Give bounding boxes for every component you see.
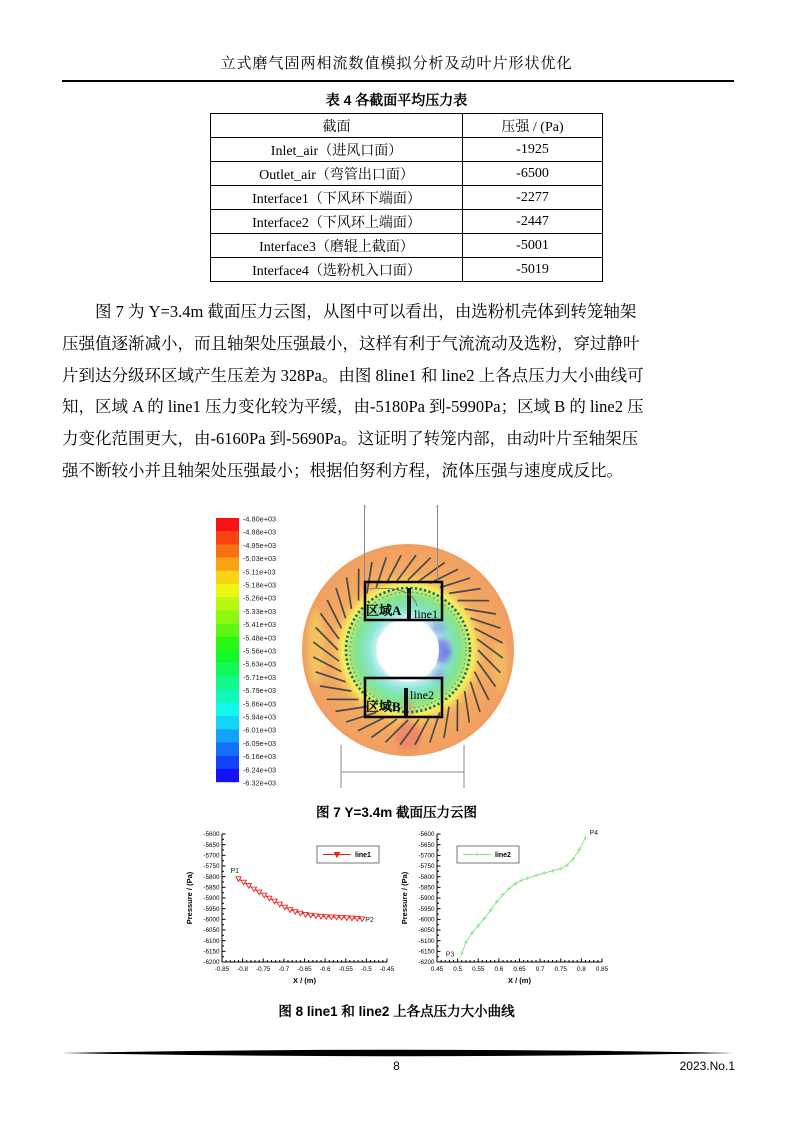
data-marker xyxy=(241,880,246,885)
y-tick-label: -6200 xyxy=(203,959,220,967)
point-label: P2 xyxy=(365,916,374,924)
colorbar-segment xyxy=(216,650,239,663)
y-tick-label: -6050 xyxy=(418,927,435,935)
figure8-charts xyxy=(182,828,612,990)
colorbar-segment xyxy=(216,518,239,531)
colorbar-segment xyxy=(216,624,239,637)
paragraph-line: 压强值逐渐减小，而且轴架处压强最小，这样有利于气流流动及选粉，穿过静叶 xyxy=(62,333,640,353)
colorbar-segment xyxy=(216,610,239,623)
colorbar-value: -5.86e+03 xyxy=(243,699,277,709)
y-tick-label: -5700 xyxy=(203,852,220,860)
footer-rule xyxy=(62,1049,734,1057)
line1-chart xyxy=(182,828,397,990)
colorbar-segment xyxy=(216,690,239,703)
data-marker xyxy=(262,893,267,898)
colorbar-segment xyxy=(216,756,239,769)
colorbar-value: -4.95e+03 xyxy=(243,540,277,550)
colorbar-value: -5.56e+03 xyxy=(243,646,277,656)
table-row xyxy=(211,138,603,162)
x-axis-label: X / (m) xyxy=(508,976,531,985)
paragraph-line: 知，区域 A 的 line1 压力变化较为平缓，由-5180Pa 到-5990Pa；区域 B 的 line2 压 xyxy=(62,397,644,417)
cell-section: Inlet_air（进风口面） xyxy=(211,138,463,162)
paragraph-line: 片到达分级环区域产生压差为 328Pa。由图 8line1 和 line2 上各点压力大小曲线可 xyxy=(62,365,644,385)
line2-chart xyxy=(397,828,612,990)
paragraph-line: 力变化范围更大，由-6160Pa 到-5690Pa。这证明了转笼内部，由动叶片至轴架压 xyxy=(62,429,639,449)
x-tick-label: -0.65 xyxy=(297,966,312,973)
x-tick-label: 0.65 xyxy=(513,966,526,973)
data-marker xyxy=(236,877,241,882)
header-rule xyxy=(62,80,734,82)
data-marker xyxy=(257,890,262,895)
colorbar-segment xyxy=(216,769,239,782)
x-tick-label: -0.7 xyxy=(278,966,290,973)
colorbar-value: -5.33e+03 xyxy=(243,606,277,616)
colorbar-value: -5.71e+03 xyxy=(243,672,277,682)
cell-pressure: -2447 xyxy=(463,210,603,234)
cell-section: Interface2（下风环上端面） xyxy=(211,210,463,234)
y-tick-label: -6000 xyxy=(203,916,220,924)
y-tick-label: -6050 xyxy=(203,927,220,935)
colorbar-segment xyxy=(216,637,239,650)
y-tick-label: -5750 xyxy=(203,863,220,871)
x-tick-label: -0.45 xyxy=(379,966,395,973)
table-row xyxy=(211,210,603,234)
x-tick-label: -0.5 xyxy=(360,966,372,973)
y-tick-label: -5950 xyxy=(203,905,220,913)
y-tick-label: -5700 xyxy=(418,852,435,860)
region-a-label: 区域A xyxy=(366,603,402,618)
figure8-caption: 图 8 line1 和 line2 上各点压力大小曲线 xyxy=(278,1004,515,1019)
paragraph-line: 强不断较小并且轴架处压强最小；根据伯努利方程，流体压强与速度成反比。 xyxy=(62,460,623,480)
line2-label: line2 xyxy=(410,688,434,702)
y-tick-label: -6150 xyxy=(418,948,435,956)
data-marker xyxy=(282,905,287,910)
y-tick-label: -6000 xyxy=(418,916,435,924)
x-tick-label: -0.6 xyxy=(319,966,331,973)
region-b-label: 区域B xyxy=(366,699,401,714)
cell-pressure: -5019 xyxy=(463,258,603,282)
paragraph-line: 图 7 为 Y=3.4m 截面压力云图，从图中可以看出，由选粉机壳体到转笼轴架 xyxy=(95,302,637,321)
y-tick-label: -5600 xyxy=(418,831,435,839)
y-tick-label: -5900 xyxy=(203,895,220,903)
colorbar-value: -5.41e+03 xyxy=(243,620,277,630)
x-tick-label: 0.55 xyxy=(472,966,485,973)
table-row xyxy=(211,234,603,258)
shaft-hole xyxy=(377,619,439,681)
y-tick-label: -6100 xyxy=(418,937,435,945)
colorbar-segment xyxy=(216,584,239,597)
col-header-section: 截面 xyxy=(211,114,463,138)
y-tick-label: -5800 xyxy=(203,873,220,881)
colorbar xyxy=(216,515,276,788)
y-tick-label: -5850 xyxy=(203,884,220,892)
cell-pressure: -6500 xyxy=(463,162,603,186)
y-tick-label: -5650 xyxy=(203,841,220,849)
colorbar-segment xyxy=(216,544,239,557)
x-axis-label: X / (m) xyxy=(293,976,316,985)
table-header-row xyxy=(211,114,603,138)
cell-pressure: -1925 xyxy=(463,138,603,162)
x-tick-label: -0.55 xyxy=(338,966,353,973)
data-marker xyxy=(251,887,256,892)
x-tick-label: 0.45 xyxy=(430,966,444,973)
data-marker xyxy=(246,884,251,889)
x-tick-label: -0.85 xyxy=(214,966,230,973)
data-marker xyxy=(277,902,282,907)
x-tick-label: -0.8 xyxy=(237,966,249,973)
cell-section: Outlet_air（弯管出口面） xyxy=(211,162,463,186)
colorbar-segment xyxy=(216,531,239,544)
colorbar-value: -5.26e+03 xyxy=(243,593,277,603)
legend-label: line2 xyxy=(495,852,511,859)
colorbar-segment xyxy=(216,663,239,676)
point-label: P1 xyxy=(230,867,240,875)
colorbar-segment xyxy=(216,716,239,729)
colorbar-value: -6.09e+03 xyxy=(243,738,277,748)
colorbar-value: -5.94e+03 xyxy=(243,712,277,722)
y-axis-label: Pressure / (Pa) xyxy=(185,871,194,925)
table-row xyxy=(211,258,603,282)
x-tick-label: 0.75 xyxy=(554,966,567,973)
colorbar-value: -5.63e+03 xyxy=(243,659,277,669)
page-number: 8 xyxy=(393,1059,400,1073)
body-paragraph xyxy=(62,296,734,487)
colorbar-value: -5.11e+03 xyxy=(243,567,276,577)
colorbar-value: -5.03e+03 xyxy=(243,554,277,564)
y-tick-label: -6100 xyxy=(203,937,220,945)
y-tick-label: -5800 xyxy=(418,873,435,881)
colorbar-value: -4.80e+03 xyxy=(243,514,277,524)
cell-section: Interface1（下风环下端面） xyxy=(211,186,463,210)
y-axis-label: Pressure / (Pa) xyxy=(400,871,409,925)
point-label: P3 xyxy=(445,951,455,959)
y-tick-label: -6200 xyxy=(418,959,435,967)
colorbar-segment xyxy=(216,571,239,584)
y-tick-label: -5950 xyxy=(418,905,435,913)
x-tick-label: 0.7 xyxy=(535,966,545,973)
issue-label: 2023.No.1 xyxy=(679,1059,735,1073)
colorbar-segment xyxy=(216,597,239,610)
colorbar-value: -5.18e+03 xyxy=(243,580,277,590)
colorbar-value: -6.01e+03 xyxy=(243,725,277,735)
colorbar-segment xyxy=(216,676,239,689)
colorbar-segment xyxy=(216,729,239,742)
table-caption: 表 4 各截面平均压力表 xyxy=(325,92,468,108)
legend-label: line1 xyxy=(355,852,371,859)
y-tick-label: -6150 xyxy=(203,948,220,956)
x-tick-label: -0.75 xyxy=(256,966,271,973)
colorbar-value: -6.16e+03 xyxy=(243,752,277,762)
y-tick-label: -5900 xyxy=(418,895,435,903)
pressure-table xyxy=(210,113,603,282)
cell-pressure: -2277 xyxy=(463,186,603,210)
colorbar-value: -6.24e+03 xyxy=(243,765,277,775)
table-row xyxy=(211,162,603,186)
colorbar-value: -5.48e+03 xyxy=(243,633,277,643)
colorbar-segment xyxy=(216,558,239,571)
colorbar-segment xyxy=(216,703,239,716)
point-label: P4 xyxy=(589,829,599,837)
x-tick-label: 0.5 xyxy=(453,966,463,973)
contour-figure-svg xyxy=(180,505,620,800)
colorbar-value: -6.32e+03 xyxy=(243,778,277,788)
y-tick-label: -5650 xyxy=(418,841,435,849)
y-tick-label: -5600 xyxy=(203,831,220,839)
figure7-contour xyxy=(180,505,620,800)
cell-pressure: -5001 xyxy=(463,234,603,258)
colorbar-segment xyxy=(216,742,239,755)
x-tick-label: 0.6 xyxy=(494,966,504,973)
cell-section: Interface4（选粉机入口面） xyxy=(211,258,463,282)
line1-label: line1 xyxy=(414,607,438,621)
y-tick-label: -5750 xyxy=(418,863,435,871)
page-header-title: 立式磨气固两相流数值模拟分析及动叶片形状优化 xyxy=(220,56,573,72)
cell-section: Interface3（磨辊上截面） xyxy=(211,234,463,258)
data-marker xyxy=(272,899,277,904)
y-tick-label: -5850 xyxy=(418,884,435,892)
figure7-caption: 图 7 Y=3.4m 截面压力云图 xyxy=(316,805,477,820)
x-tick-label: 0.85 xyxy=(595,966,609,973)
data-marker xyxy=(267,896,272,901)
x-tick-label: 0.8 xyxy=(576,966,586,973)
col-header-pressure: 压强 / (Pa) xyxy=(463,114,603,138)
colorbar-value: -4.88e+03 xyxy=(243,527,277,537)
table-row xyxy=(211,186,603,210)
colorbar-value: -5.79e+03 xyxy=(243,686,277,696)
